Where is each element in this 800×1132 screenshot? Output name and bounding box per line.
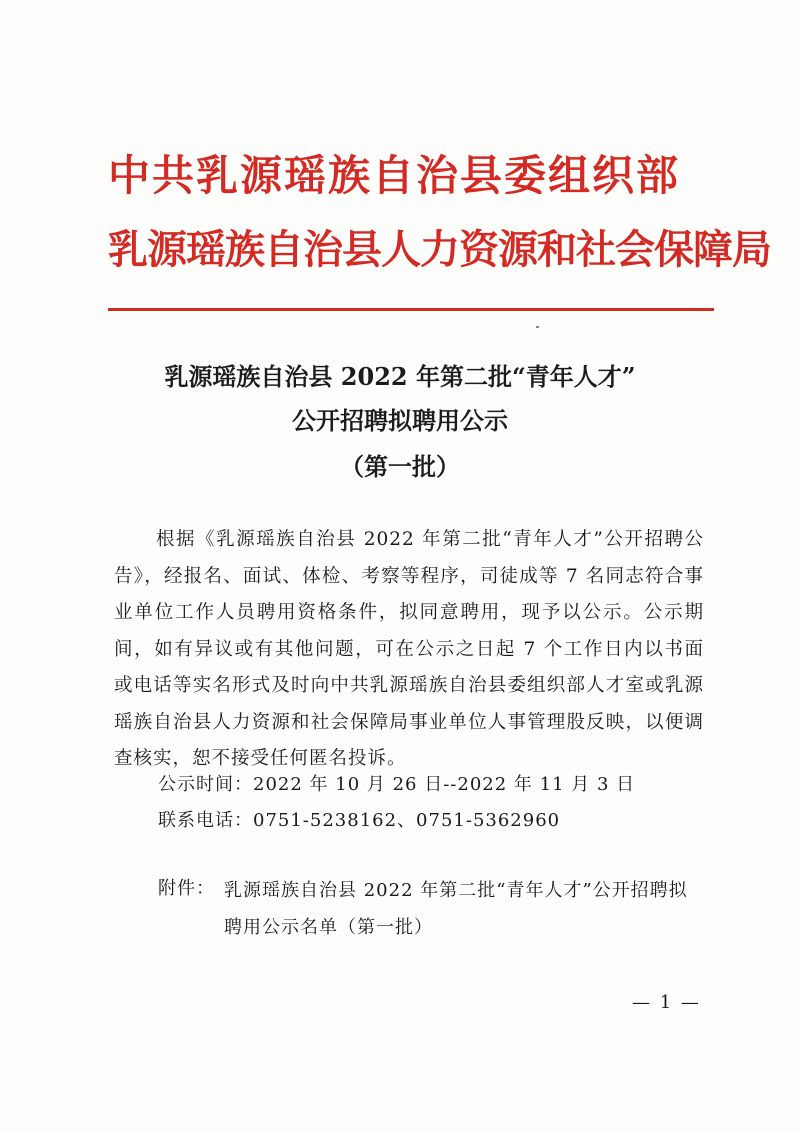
issuing-org-line-2: 乳源瑶族自治县人力资源和社会保障局 [108, 227, 771, 273]
publicity-period: 公示时间：2022 年 10 月 26 日--2022 年 11 月 3 日 [158, 774, 636, 795]
document-title-line-3: （第一批） [340, 452, 460, 481]
page-number: — 1 — [632, 992, 701, 1013]
issuing-org-line-1: 中共乳源瑶族自治县委组织部 [108, 151, 681, 200]
document-title-line-1: 乳源瑶族自治县 2022 年第二批“青年人才” [164, 362, 636, 391]
red-header-divider [108, 308, 714, 311]
contact-phone: 联系电话：0751-5238162、0751-5362960 [158, 810, 561, 831]
scan-speck [536, 326, 539, 328]
document-title-line-2: 公开招聘拟聘用公示 [292, 406, 508, 435]
attachment-text: 乳源瑶族自治县 2022 年第二批“青年人才”公开招聘拟聘用公示名单（第一批） [224, 880, 688, 938]
body-paragraph: 根据《乳源瑶族自治县 2022 年第二批“青年人才”公开招聘公告》，经报名、面试、体检、考察等程序，司徒成等 7 名同志符合事业单位工作人员聘用资格条件，拟同意聘用，现予以公示。公示期间，如有异议或有其他问题，可在公示之日起 7 个工作日内以书面或电话等实名形式及时向中共乳源瑶族自治县委组织部人才室或乳源瑶族自治县人力资源和社会保障局事业单位人事管理股反映，以便调查核实，恕不接受任何匿名投诉。 [114, 529, 704, 769]
attachment-label: 附件： [158, 878, 215, 899]
